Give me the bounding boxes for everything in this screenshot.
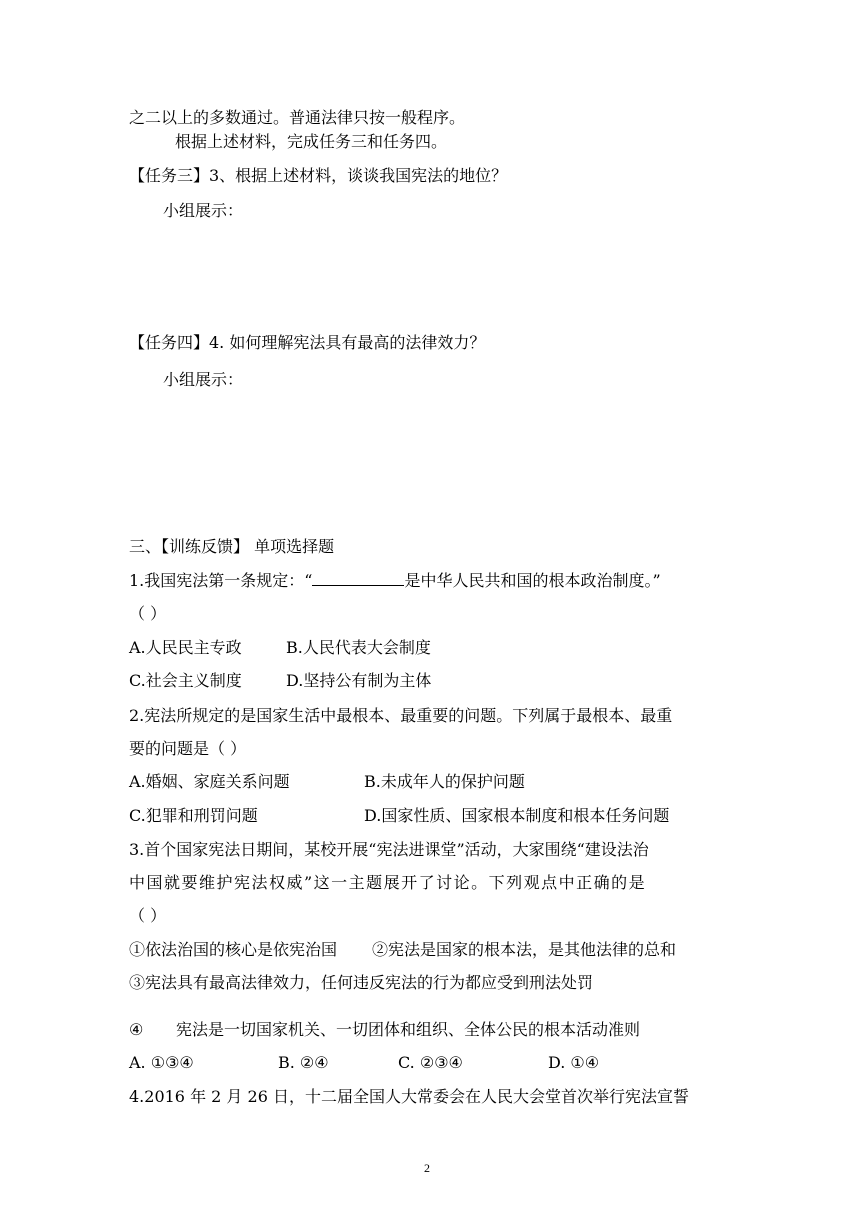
q1-stem-after: 是中华人民共和国的根本政治制度。” bbox=[404, 571, 661, 590]
q3-stem-line-2: 中国就要维护宪法权威”这一主题展开了讨论。下列观点中正确的是 bbox=[129, 873, 647, 892]
q1-option-d: D.坚持公有制为主体 bbox=[286, 671, 432, 690]
q3-statement-1: ①依法治国的核心是依宪治国 bbox=[129, 940, 338, 959]
q3-stem-line-1: 3.首个国家宪法日期间，某校开展“宪法进课堂”活动，大家围绕“建设法治 bbox=[129, 840, 649, 859]
q3-option-c: C. ②③④ bbox=[398, 1053, 463, 1072]
q1-answer-blank bbox=[312, 571, 404, 586]
q1-option-a: A.人民民主专政 bbox=[129, 638, 242, 657]
q1-stem bbox=[129, 571, 661, 591]
task4-question: 【任务四】4. 如何理解宪法具有最高的法律效力？ bbox=[129, 333, 486, 352]
q1-option-c: C.社会主义制度 bbox=[129, 671, 242, 690]
q3-option-b: B. ②④ bbox=[278, 1053, 329, 1072]
material-line-1: 之二以上的多数通过。普通法律只按一般程序。 bbox=[129, 108, 466, 127]
q3-option-d: D. ①④ bbox=[548, 1053, 600, 1072]
q1-option-b: B.人民代表大会制度 bbox=[286, 638, 431, 657]
q1-answer-paren: （ ） bbox=[129, 604, 167, 623]
q4-stem-line-1: 4.2016 年 2 月 26 日，十二届全国人大常委会在人民大会堂首次举行宪法宣誓 bbox=[129, 1087, 689, 1106]
q3-statement-2: ②宪法是国家的根本法，是其他法律的总和 bbox=[372, 940, 677, 959]
material-line-2: 根据上述材料，完成任务三和任务四。 bbox=[175, 132, 448, 151]
q3-statement-4: 宪法是一切国家机关、一切团体和组织、全体公民的根本活动准则 bbox=[176, 1020, 641, 1039]
q1-stem-before: 1.我国宪法第一条规定：“ bbox=[129, 571, 313, 590]
q3-statement-4-mark: ④ bbox=[129, 1020, 144, 1039]
q2-stem-line-2: 要的问题是（ ） bbox=[129, 739, 247, 758]
q2-option-a: A.婚姻、家庭关系问题 bbox=[129, 772, 290, 791]
page-number: 2 bbox=[424, 1161, 430, 1175]
q3-option-a: A. ①③④ bbox=[129, 1053, 194, 1072]
q2-stem-line-1: 2.宪法所规定的是国家生活中最根本、最重要的问题。下列属于最根本、最重 bbox=[129, 706, 673, 725]
q2-option-b: B.未成年人的保护问题 bbox=[364, 772, 525, 791]
q3-statement-3: ③宪法具有最高法律效力，任何违反宪法的行为都应受到刑法处罚 bbox=[129, 973, 594, 992]
section-title: 三、【训练反馈】 单项选择题 bbox=[129, 537, 335, 556]
task3-question: 【任务三】3、根据上述材料，谈谈我国宪法的地位？ bbox=[129, 166, 508, 185]
q3-answer-paren: （ ） bbox=[129, 906, 167, 925]
q2-option-c: C.犯罪和刑罚问题 bbox=[129, 806, 258, 825]
task4-group-show-label: 小组展示： bbox=[163, 370, 244, 389]
q2-option-d: D.国家性质、国家根本制度和根本任务问题 bbox=[364, 806, 670, 825]
task3-group-show-label: 小组展示： bbox=[163, 201, 244, 220]
